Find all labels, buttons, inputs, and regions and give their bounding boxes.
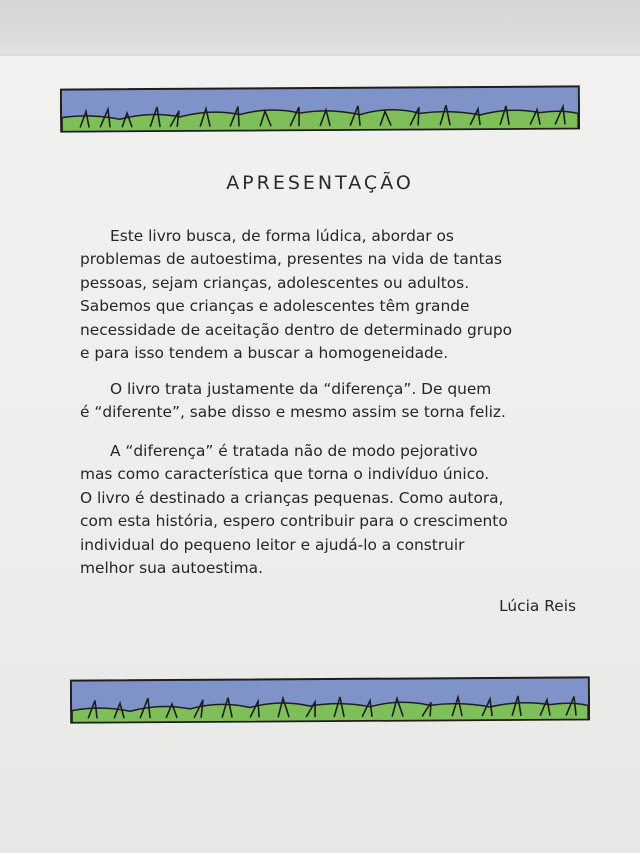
author-signature: Lúcia Reis: [499, 597, 576, 615]
text-line: O livro trata justamente da “diferença”. De quem: [110, 380, 492, 398]
text-line: é “diferente”, sabe disso e mesmo assim se torna feliz.: [80, 403, 506, 422]
text-line: com esta história, espero contribuir para o crescimento: [80, 512, 508, 531]
grass-illustration-top: [60, 84, 580, 133]
page-title: APRESENTAÇÃO: [226, 172, 414, 194]
text-line: necessidade de aceitação dentro de determinado grupo: [80, 320, 513, 339]
text-line: A “diferença” é tratada não de modo pejorativo: [110, 442, 478, 460]
grass-banner-bottom: [70, 675, 590, 724]
paragraph-2: [80, 378, 580, 425]
grass-banner-top: [60, 84, 580, 133]
text-line: pessoas, sejam crianças, adolescentes ou adultos.: [80, 273, 470, 292]
text-line: Sabemos que crianças e adolescentes têm grande: [80, 297, 470, 316]
text-line: mas como característica que torna o indivíduo único.: [80, 465, 490, 484]
grass-illustration-bottom: [70, 675, 590, 724]
paragraph-1: [80, 225, 580, 365]
text-line: e para isso tendem a buscar a homogeneidade.: [80, 344, 449, 363]
paragraph-3: [80, 440, 580, 580]
text-line: O livro é destinado a crianças pequenas. Como autora,: [80, 488, 504, 507]
text-line: individual do pequeno leitor e ajudá-lo a construir: [80, 535, 465, 554]
text-line: Este livro busca, de forma lúdica, abordar os: [110, 227, 454, 245]
text-line: problemas de autoestima, presentes na vida de tantas: [80, 250, 503, 269]
text-line: melhor sua autoestima.: [80, 559, 263, 578]
